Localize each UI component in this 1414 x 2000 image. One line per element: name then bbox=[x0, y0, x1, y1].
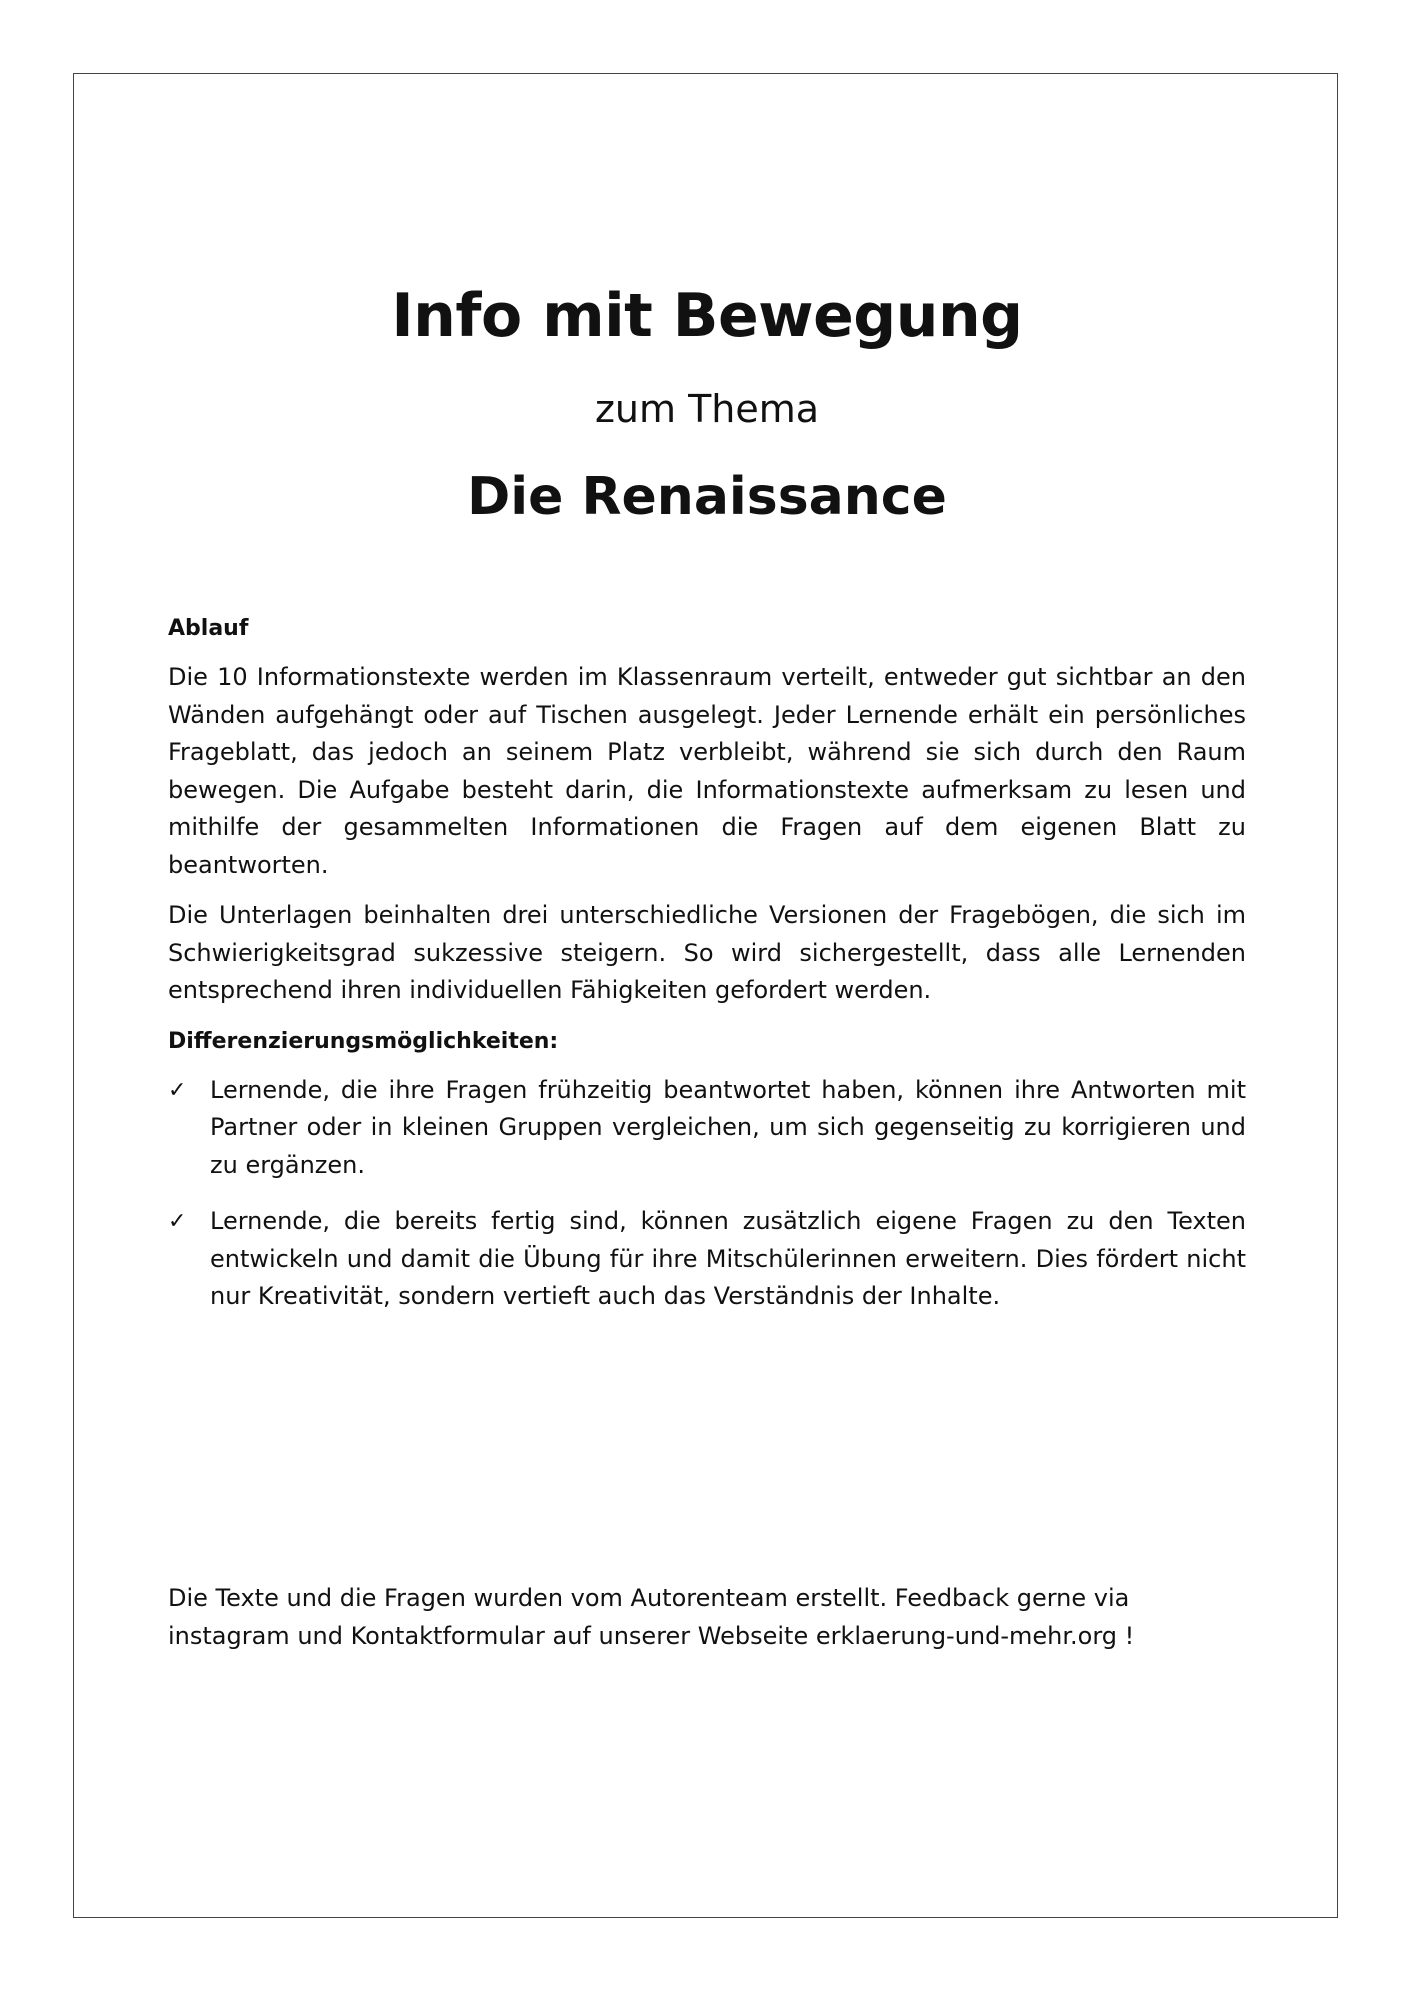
list-item bbox=[168, 1203, 1246, 1316]
checkmark-icon: ✓ bbox=[168, 1077, 187, 1103]
ablauf-paragraph-2: Die Unterlagen beinhalten drei unterschiedliche Versionen der Fragebögen, die sich im Schwierigkeitsgrad sukzessive steigern. So wird sichergestellt, dass alle Lernenden entsprechend ihren individuellen Fähigkeiten gefordert werden. bbox=[168, 901, 1246, 1004]
footer-line-1: Die Texte und die Fragen wurden vom Autorenteam erstellt. Feedback gerne via bbox=[168, 1584, 1130, 1612]
differenzierung-list bbox=[168, 1072, 1246, 1316]
checkmark-icon: ✓ bbox=[168, 1209, 187, 1234]
footer-note bbox=[168, 1580, 1246, 1655]
ablauf-paragraph-1: Die 10 Informationstexte werden im Klassenraum verteilt, entweder gut sichtbar an den Wänden aufgehängt oder auf Tischen ausgelegt. Jeder Lernende erhält ein persönliches Frageblatt, das jedoch an seinem Platz verbleibt, während sie sich durch den Raum bewegen. Die Aufgabe besteht darin, die Informationstexte aufmerksam zu lesen und mithilfe der gesammelten Informationen die Fragen auf dem eigenen Blatt zu beantworten. bbox=[168, 663, 1246, 879]
document-subtitle: zum Thema bbox=[594, 387, 820, 431]
document-title: Info mit Bewegung bbox=[391, 281, 1023, 351]
footer-line-2: instagram und Kontaktformular auf unserer Webseite erklaerung-und-mehr.org ! bbox=[168, 1621, 1135, 1650]
document-topic: Die Renaissance bbox=[467, 467, 947, 527]
ablauf-heading: Ablauf bbox=[168, 616, 249, 641]
list-item bbox=[168, 1072, 1246, 1185]
list-item-text: Lernende, die ihre Fragen frühzeitig beantwortet haben, können ihre Antworten mit Partner oder in kleinen Gruppen vergleichen, um sich gegenseitig zu korrigieren und zu ergänzen. bbox=[210, 1075, 1246, 1179]
differenzierung-heading: Differenzierungsmöglichkeiten: bbox=[168, 1028, 559, 1054]
list-item-text: Lernende, die bereits fertig sind, können zusätzlich eigene Fragen zu den Texten entwickeln und damit die Übung für ihre Mitschülerinnen erweitern. Dies fördert nicht nur Kreativität, sondern vertieft auch das Verständnis der Inhalte. bbox=[210, 1207, 1246, 1310]
main-content bbox=[168, 610, 1246, 1335]
